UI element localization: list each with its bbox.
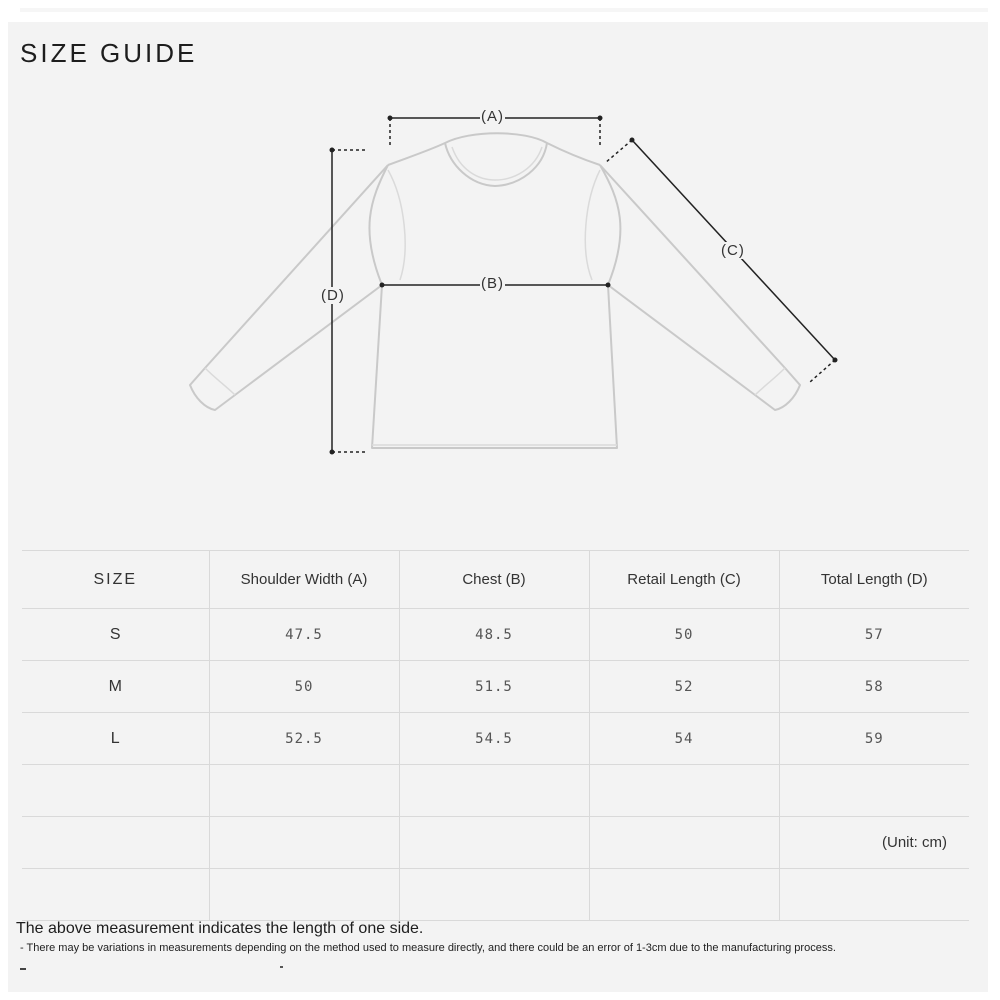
dash-mark xyxy=(20,968,26,970)
size-table xyxy=(22,550,969,921)
total-length-cell: 59 xyxy=(779,713,969,765)
chest-cell: 48.5 xyxy=(399,609,589,661)
unit-label: (Unit: cm) xyxy=(779,817,969,869)
measure-label-d: (D) xyxy=(321,287,345,304)
empty-cell xyxy=(209,869,399,921)
table-row xyxy=(22,713,969,765)
measure-label-c: (C) xyxy=(721,242,745,259)
empty-cell xyxy=(589,765,779,817)
total-length-cell: 57 xyxy=(779,609,969,661)
empty-cell xyxy=(22,869,209,921)
table-row-empty xyxy=(22,765,969,817)
empty-cell xyxy=(589,817,779,869)
chest-cell: 51.5 xyxy=(399,661,589,713)
retail-length-cell: 54 xyxy=(589,713,779,765)
empty-cell xyxy=(779,765,969,817)
empty-cell xyxy=(209,817,399,869)
column-header-chest: Chest (B) xyxy=(399,551,589,609)
chest-cell: 54.5 xyxy=(399,713,589,765)
table-row xyxy=(22,609,969,661)
page-title: SIZE GUIDE xyxy=(20,38,198,68)
empty-cell xyxy=(589,869,779,921)
retail-length-cell: 50 xyxy=(589,609,779,661)
total-length-cell: 58 xyxy=(779,661,969,713)
size-cell: S xyxy=(22,609,209,661)
column-header-shoulder-width: Shoulder Width (A) xyxy=(209,551,399,609)
empty-cell xyxy=(399,869,589,921)
table-row xyxy=(22,661,969,713)
measure-label-a: (A) xyxy=(481,108,504,125)
column-header-size: SIZE xyxy=(22,551,209,609)
column-header-retail-length: Retail Length (C) xyxy=(589,551,779,609)
shoulder-width-cell: 52.5 xyxy=(209,713,399,765)
empty-cell xyxy=(399,765,589,817)
measure-label-b: (B) xyxy=(481,275,504,292)
variation-note: - There may be variations in measurements depending on the method used to measure directly, and there could be an error of 1-3cm due to the manufacturing process. xyxy=(20,942,836,954)
shoulder-width-cell: 47.5 xyxy=(209,609,399,661)
table-header-row xyxy=(22,551,969,609)
retail-length-cell: 52 xyxy=(589,661,779,713)
measurement-note: The above measurement indicates the length of one side. xyxy=(16,920,424,937)
empty-cell xyxy=(779,869,969,921)
table-row-empty xyxy=(22,869,969,921)
empty-cell xyxy=(209,765,399,817)
tick-mark xyxy=(280,966,283,968)
size-cell: M xyxy=(22,661,209,713)
size-cell: L xyxy=(22,713,209,765)
shoulder-width-cell: 50 xyxy=(209,661,399,713)
empty-cell xyxy=(22,817,209,869)
empty-cell xyxy=(22,765,209,817)
empty-cell xyxy=(399,817,589,869)
table-row-unit xyxy=(22,817,969,869)
column-header-total-length: Total Length (D) xyxy=(779,551,969,609)
